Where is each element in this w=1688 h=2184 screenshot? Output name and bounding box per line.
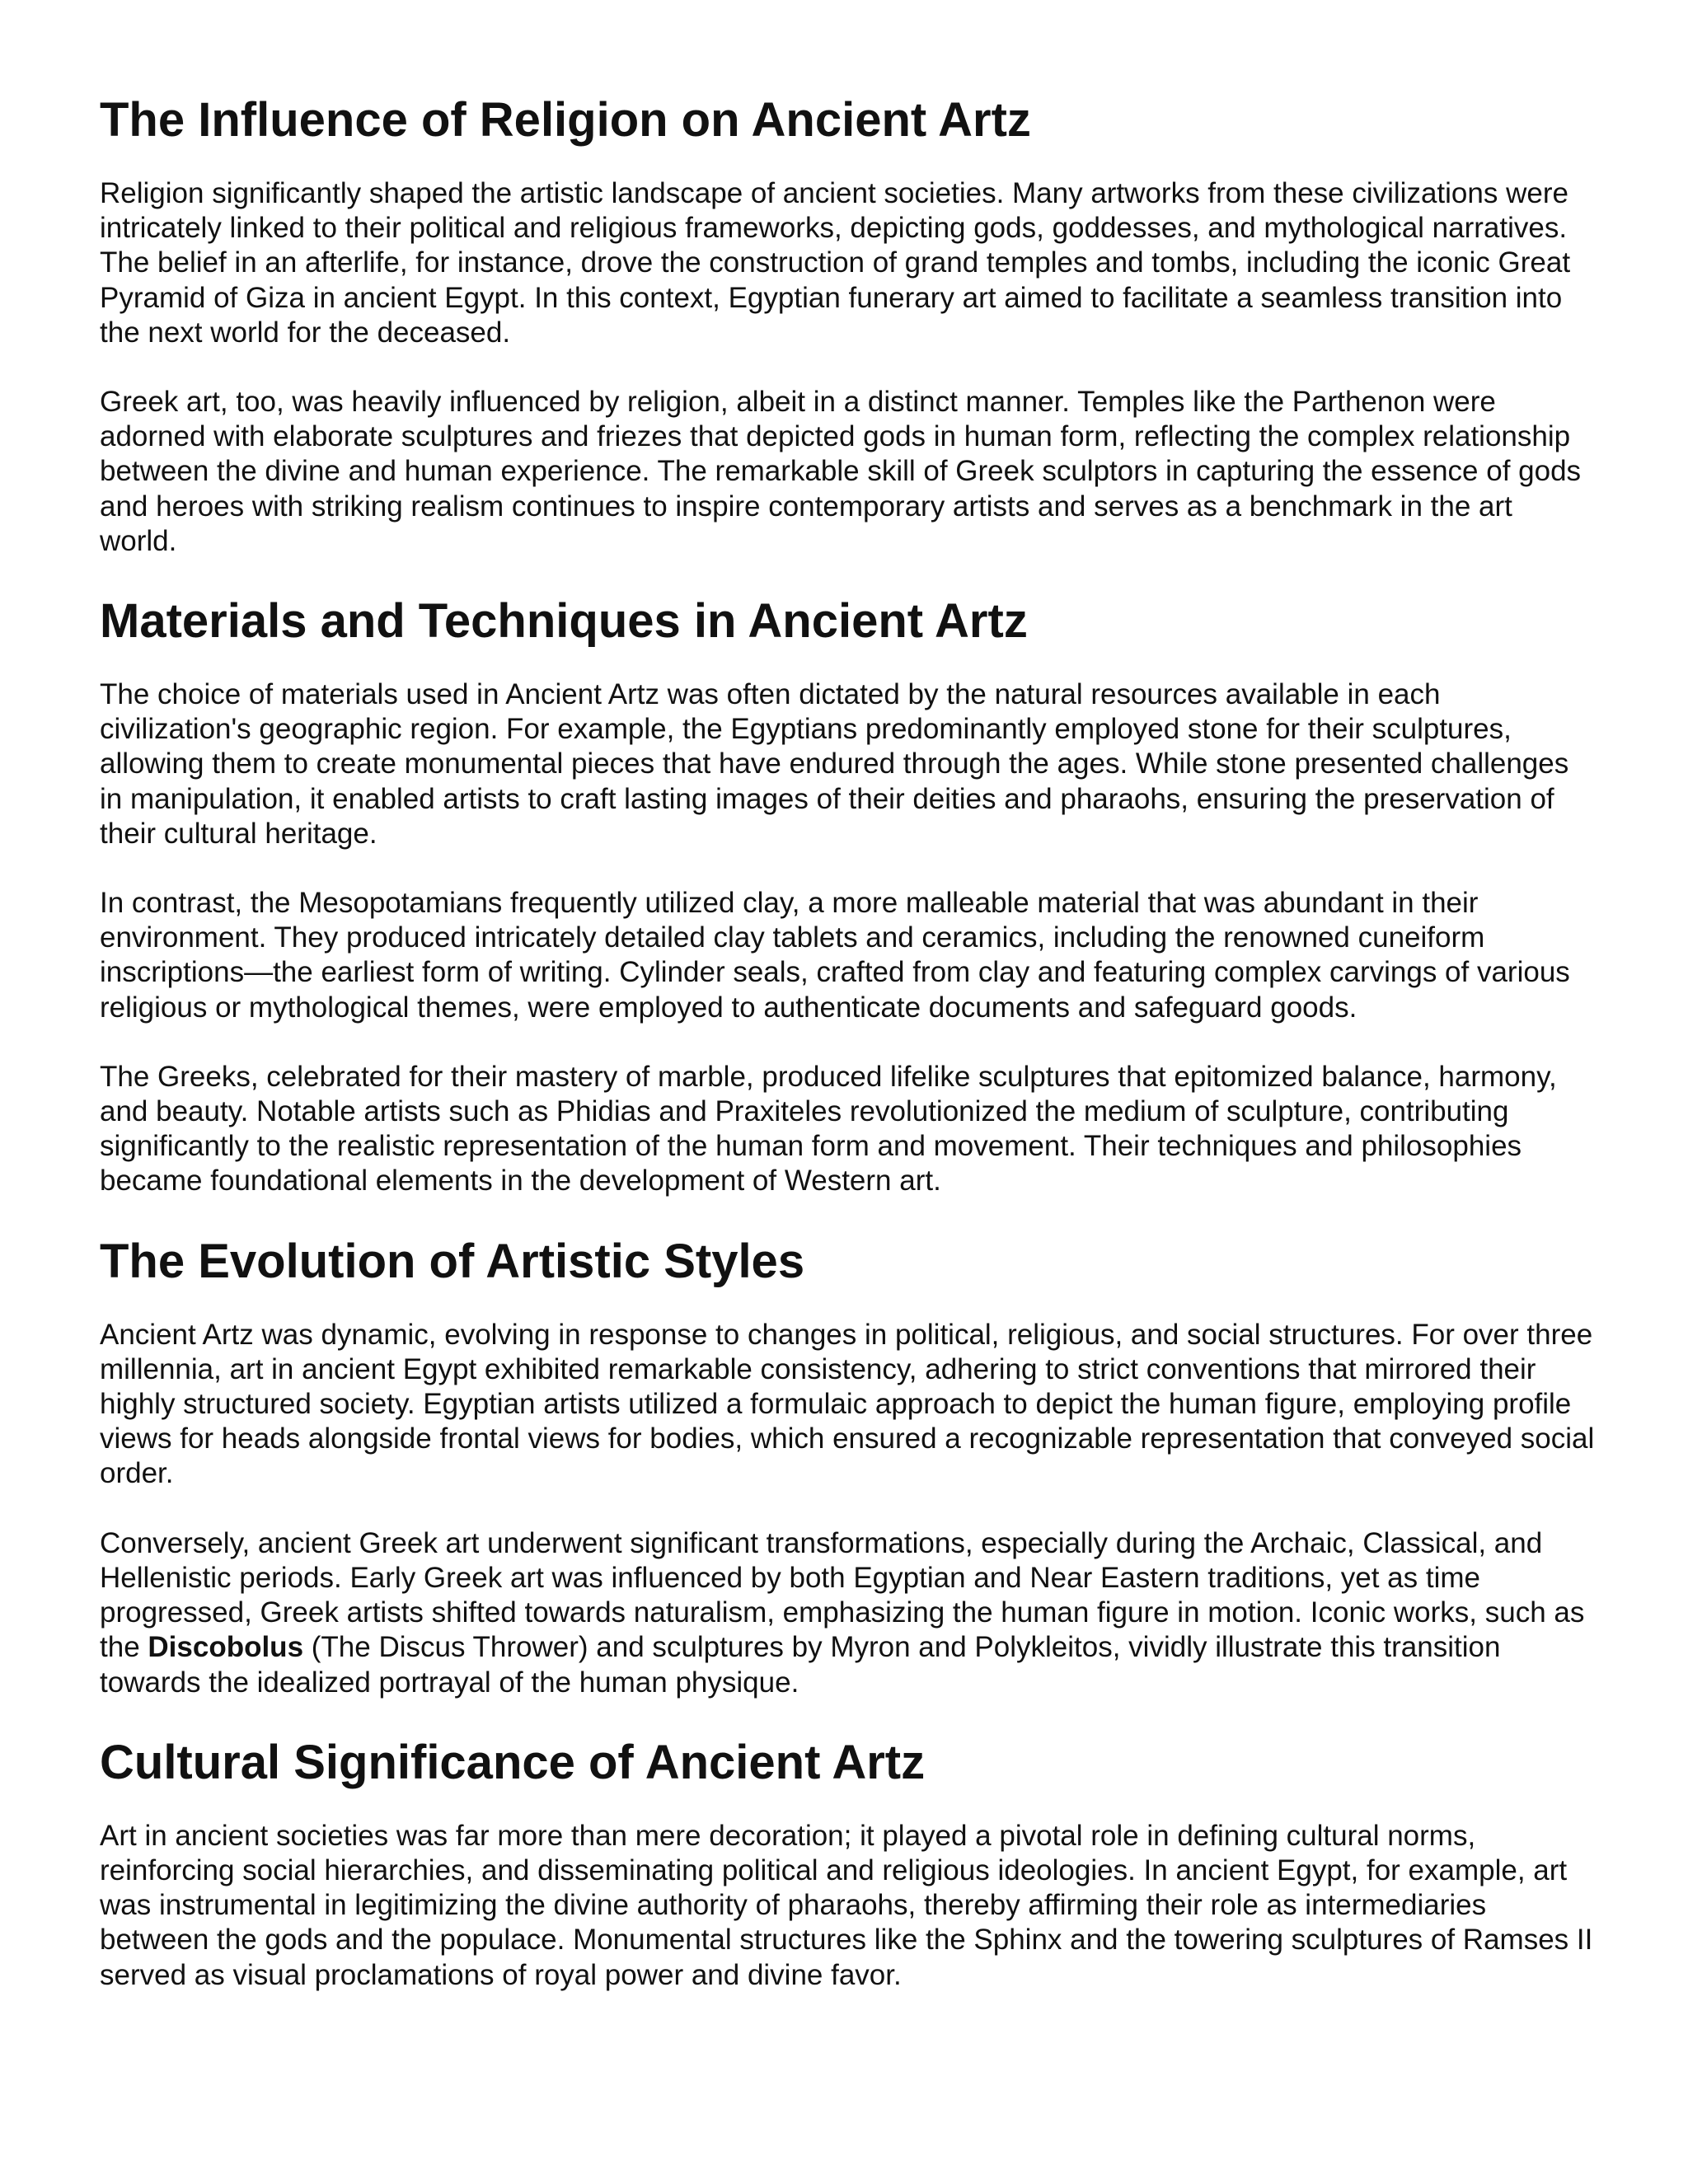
emphasized-term: Discobolus: [148, 1631, 304, 1664]
section-heading: The Evolution of Artistic Styles: [100, 1234, 805, 1288]
section-heading: Cultural Significance of Ancient Artz: [100, 1735, 926, 1789]
paragraph-text: (The Discus Thrower) and sculptures by Myron and Polykleitos, vividly illustrate this transition towards the idealized portrayal of the human physique.: [100, 1631, 1501, 1699]
paragraph: Greek art, too, was heavily influenced by religion, albeit in a distinct manner. Temples like the Parthenon were adorned with elaborate sculptures and friezes that depicted gods in human form, reflecting the complex relationship between the divine and human experience. The remarkable skill of Greek sculptors in capturing the essence of gods and heroes with striking realism continues to inspire contemporary artists and serves as a benchmark in the art world.: [100, 386, 1582, 557]
section-heading: The Influence of Religion on Ancient Artz: [100, 93, 1031, 147]
section-heading: Materials and Techniques in Ancient Artz: [100, 594, 1028, 649]
paragraph: Ancient Artz was dynamic, evolving in response to changes in political, religious, and social structures. For over three millennia, art in ancient Egypt exhibited remarkable consistency, adhering to strict conventions that mirrored their highly structured society. Egyptian artists utilized a formulaic approach to depict the human figure, employing profile views for heads alongside frontal views for bodies, which ensured a recognizable representation that conveyed social order.: [100, 1318, 1595, 1490]
paragraph-text: Conversely, ancient Greek art underwent significant transformations, especially during the Archaic, Classical, and Hellenistic periods. Early Greek art was influenced by both Egyptian and Near Eastern traditions, yet as time progressed, Greek artists shifted towards naturalism, emphasizing the human figure in motion. Iconic works, such as the: [100, 1526, 1585, 1664]
paragraph: The choice of materials used in Ancient Artz was often dictated by the natural resources available in each civilization's geographic region. For example, the Egyptians predominantly employed stone for their sculptures, allowing them to create monumental pieces that have endured through the ages. While stone presented challenges in manipulation, it enabled artists to craft lasting images of their deities and pharaohs, ensuring the preservation of their cultural heritage.: [100, 678, 1569, 850]
section-religion: [100, 92, 1597, 559]
document-page: [100, 92, 1597, 2022]
paragraph: Religion significantly shaped the artistic landscape of ancient societies. Many artworks from these civilizations were intricately linked to their political and religious frameworks, depicting gods, goddesses, and mythological narratives. The belief in an afterlife, for instance, drove the construction of grand temples and tombs, including the iconic Great Pyramid of Giza in ancient Egypt. In this context, Egyptian funerary art aimed to facilitate a seamless transition into the next world for the deceased.: [100, 177, 1571, 349]
paragraph: Art in ancient societies was far more than mere decoration; it played a pivotal role in defining cultural norms, reinforcing social hierarchies, and disseminating political and religious ideologies. In ancient Egypt, for example, art was instrumental in legitimizing the divine authority of pharaohs, thereby affirming their role as intermediaries between the gods and the populace. Monumental structures like the Sphinx and the towering sculptures of Ramses II served as visual proclamations of royal power and divine favor.: [100, 1819, 1593, 1991]
paragraph: In contrast, the Mesopotamians frequently utilized clay, a more malleable material that was abundant in their environment. They produced intricately detailed clay tablets and ceramics, including the renowned cuneiform inscriptions—the earliest form of writing. Cylinder seals, crafted from clay and featuring complex carvings of various religious or mythological themes, were employed to authenticate documents and safeguard goods.: [100, 887, 1570, 1024]
section-evolution: [100, 1234, 1597, 1700]
section-materials: [100, 593, 1597, 1199]
paragraph-with-emphasis: [100, 1526, 1597, 1700]
paragraph: The Greeks, celebrated for their mastery of marble, produced lifelike sculptures that epitomized balance, harmony, and beauty. Notable artists such as Phidias and Praxiteles revolutionized the medium of sculpture, contributing significantly to the realistic representation of the human form and movement. Their techniques and philosophies became foundational elements in the development of Western art.: [100, 1060, 1557, 1197]
section-cultural-significance: [100, 1735, 1597, 1993]
